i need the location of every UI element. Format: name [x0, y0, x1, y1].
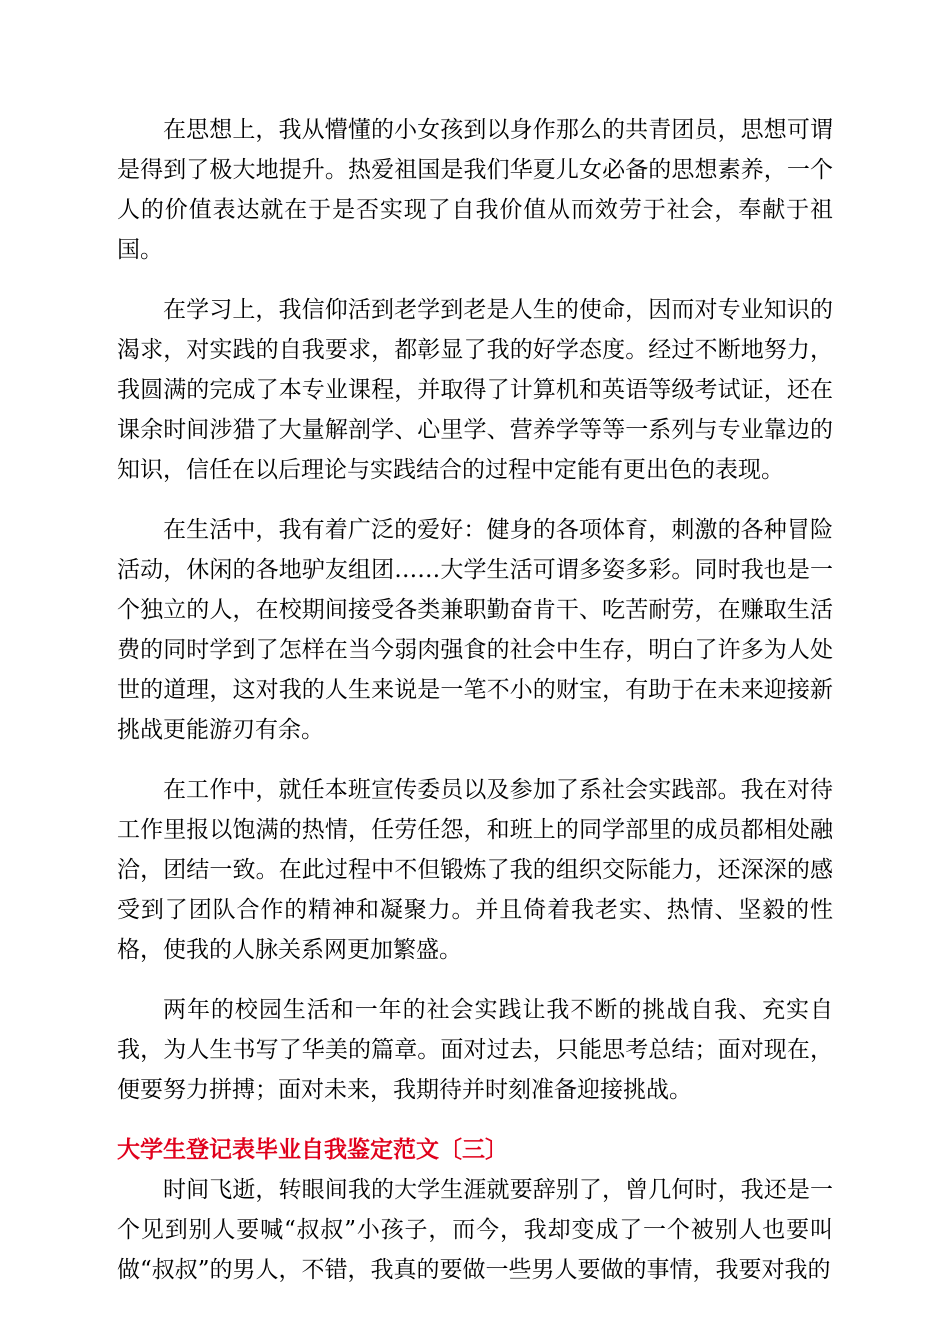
- paragraph-summary: 两年的校园生活和一年的社会实践让我不断的挑战自我、充实自我，为人生书写了华美的篇章。面对过去，只能思考总结；面对现在，便要努力拼搏；面对未来，我期待并时刻准备迎接挑战。: [117, 997, 833, 1103]
- paragraph-life: 在生活中，我有着广泛的爱好：健身的各项体育，刺激的各种冒险活动，休闲的各地驴友组团……大学生活可谓多姿多彩。同时我也是一个独立的人，在校期间接受各类兼职勤奋肯干、吃苦耐劳，在赚取生活费的同时学到了怎样在当今弱肉强食的社会中生存，明白了许多为人处世的道理，这对我的人生来说是一笔不小的财宝，有助于在未来迎接新挑战更能游刃有余。: [117, 517, 833, 743]
- paragraph-section-three: 时间飞逝，转眼间我的大学生涯就要辞别了，曾几何时，我还是一个见到别人要喊“叔叔”小孩子，而今，我却变成了一个被别人也要叫做“叔叔”的男人，不错，我真的要做一些男人要做的事情，我要对我的: [117, 1177, 833, 1283]
- paragraph-work: 在工作中，就任本班宣传委员以及参加了系社会实践部。我在对待工作里报以饱满的热情，任劳任怨，和班上的同学部里的成员都相处融洽，团结一致。在此过程中不但锻炼了我的组织交际能力，还深深的感受到了团队合作的精神和凝聚力。并且倚着我老实、热情、坚毅的性格，使我的人脉关系网更加繁盛。: [117, 777, 833, 963]
- paragraph-ideology: 在思想上，我从懵懂的小女孩到以身作那么的共青团员，思想可谓是得到了极大地提升。热爱祖国是我们华夏儿女必备的思想素养，一个人的价值表达就在于是否实现了自我价值从而效劳于社会，奉献于祖国。: [117, 117, 833, 263]
- section-title: 大学生登记表毕业自我鉴定范文〔三〕: [117, 1137, 508, 1163]
- document-body: [117, 110, 833, 1290]
- paragraph-study: 在学习上，我信仰活到老学到老是人生的使命，因而对专业知识的渴求，对实践的自我要求，都彰显了我的好学态度。经过不断地努力，我圆满的完成了本专业课程，并取得了计算机和英语等级考试证，还在课余时间涉猎了大量解剖学、心里学、营养学等等一系列与专业靠边的知识，信任在以后理论与实践结合的过程中定能有更出色的表现。: [117, 297, 833, 483]
